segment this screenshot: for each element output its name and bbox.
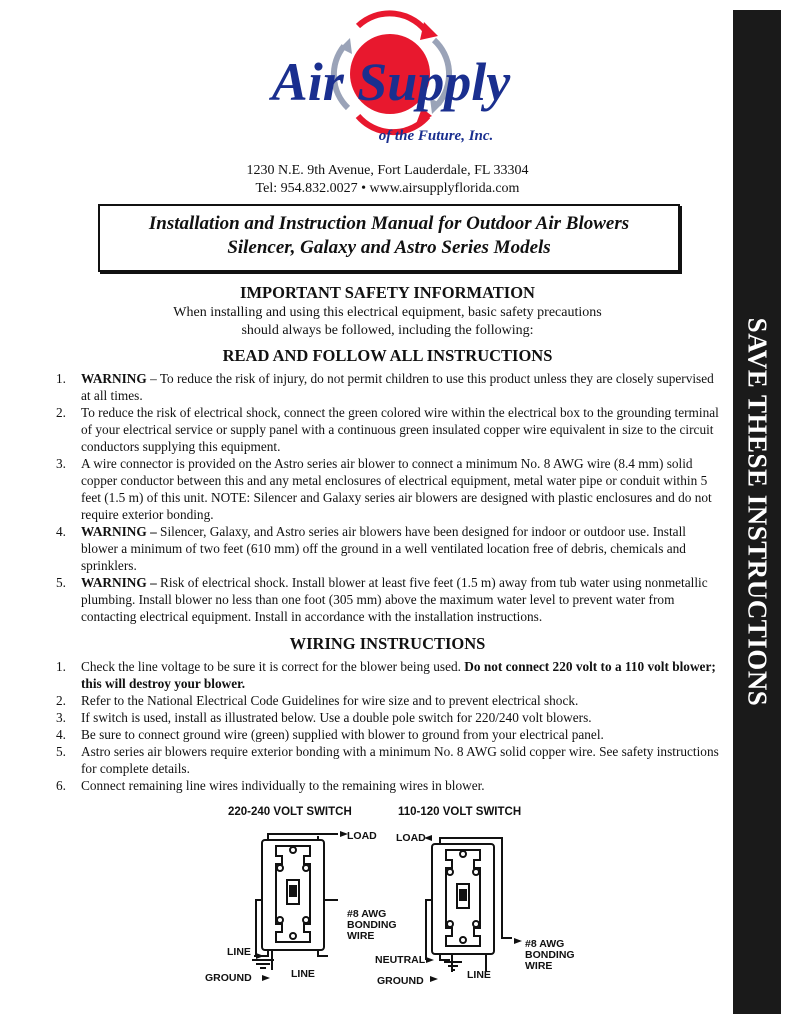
- list-item: 2. Refer to the National Electrical Code Guidelines for wire size and to prevent electrical shock.: [56, 693, 579, 708]
- list-item: 5. WARNING – Risk of electrical shock. Install blower at least five feet (1.5 m) away from tub water using nonmetallic plumbing. Install blower no less than one foot (305 mm) above the maximum water level to prevent water from contacting electrical equipment. Install in accordance with the installation instructions.: [56, 575, 708, 624]
- list-item: 4. Be sure to connect ground wire (green) supplied with blower to ground from your electrical panel.: [56, 727, 604, 742]
- list-item: 3. If switch is used, install as illustrated below. Use a double pole switch for 220/240 volt blowers.: [56, 710, 592, 725]
- list-item: 2. To reduce the risk of electrical shock, connect the green colored wire within the electrical box to the grounding terminal of your electrical service or supply panel with a continuous green insulated copper wire equivalent in size to the circuit conductors supplying this equipment.: [56, 405, 719, 454]
- list-item: 1. WARNING – To reduce the risk of injury, do not permit children to use this product unless they are closely supervised at all times.: [56, 371, 714, 403]
- bonding-label-220-1: #8 AWG: [347, 908, 387, 920]
- neutral-label-110: NEUTRAL: [375, 954, 426, 966]
- switch-110-icon: [426, 838, 512, 972]
- logo-name: Air Supply: [271, 52, 511, 112]
- safety-heading: IMPORTANT SAFETY INFORMATION: [240, 283, 535, 302]
- safety-intro-line1: When installing and using this electrical equipment, basic safety precautions: [173, 305, 602, 320]
- load-label-110: LOAD: [396, 832, 426, 844]
- address-line2: Tel: 954.832.0027 • www.airsupplyflorida.com: [255, 181, 520, 196]
- bonding-label-110-2: BONDING: [525, 949, 575, 961]
- list-item: 5. Astro series air blowers require exterior bonding with a minimum No. 8 AWG solid copper wire. See safety instructions for complete details.: [56, 744, 719, 776]
- ground-label-220: GROUND: [205, 972, 252, 984]
- bonding-label-110-3: WIRE: [525, 960, 553, 972]
- ground-label-110: GROUND: [377, 975, 424, 987]
- arrow-icon: [430, 976, 438, 982]
- switch-220-icon: [252, 834, 338, 970]
- title-line2: Silencer, Galaxy and Astro Series Models: [227, 237, 551, 258]
- list-item: 1. Check the line voltage to be sure it is correct for the blower being used. Do not connect 220 volt to a 110 volt blower; this will destroy your blower.: [56, 659, 716, 691]
- read-heading: READ AND FOLLOW ALL INSTRUCTIONS: [222, 346, 553, 365]
- list-item: 3. A wire connector is provided on the Astro series air blower to connect a minimum No. 8 AWG wire (8.4 mm) solid copper conductor between this and any metal enclosures of electrical equipment, metal water pipe or conduit within 5 feet (1.5 m) of this unit. NOTE: Silencer and Galaxy series air blowers are designed with plastic enclosures and do not require exterior bonding.: [56, 456, 712, 522]
- line-label-110: LINE: [467, 969, 491, 981]
- safety-intro-line2: should always be followed, including the following:: [241, 323, 534, 338]
- wiring-heading: WIRING INSTRUCTIONS: [289, 634, 486, 653]
- arrow-icon: [262, 975, 270, 981]
- arrow-icon: [256, 953, 264, 959]
- bonding-label-220-2: BONDING: [347, 919, 397, 931]
- bonding-label-110-1: #8 AWG: [525, 938, 565, 950]
- sidebar-text: SAVE THESE INSTRUCTIONS: [742, 317, 773, 707]
- title-line1: Installation and Instruction Manual for Outdoor Air Blowers: [148, 213, 630, 234]
- diagram-title-220: 220-240 VOLT SWITCH: [228, 806, 352, 818]
- arrow-icon: [514, 938, 522, 944]
- logo-tagline: of the Future, Inc.: [378, 128, 494, 144]
- list-item: 4. WARNING – Silencer, Galaxy, and Astro series air blowers have been designed for indoor or outdoor use. Install blower a minimum of two feet (610 mm) off the ground in a well ventilated location free of debris, chemicals and sprinklers.: [56, 524, 686, 573]
- diagram-title-110: 110-120 VOLT SWITCH: [398, 806, 522, 818]
- load-label-220: LOAD: [347, 830, 377, 842]
- list-item: 6. Connect remaining line wires individually to the remaining wires in blower.: [56, 778, 485, 793]
- line-label-220-right: LINE: [291, 968, 315, 980]
- bonding-label-220-3: WIRE: [347, 930, 375, 942]
- line-label-220-left: LINE: [227, 946, 251, 958]
- arrow-icon: [426, 957, 434, 963]
- address-line1: 1230 N.E. 9th Avenue, Fort Lauderdale, FL 33304: [246, 163, 529, 178]
